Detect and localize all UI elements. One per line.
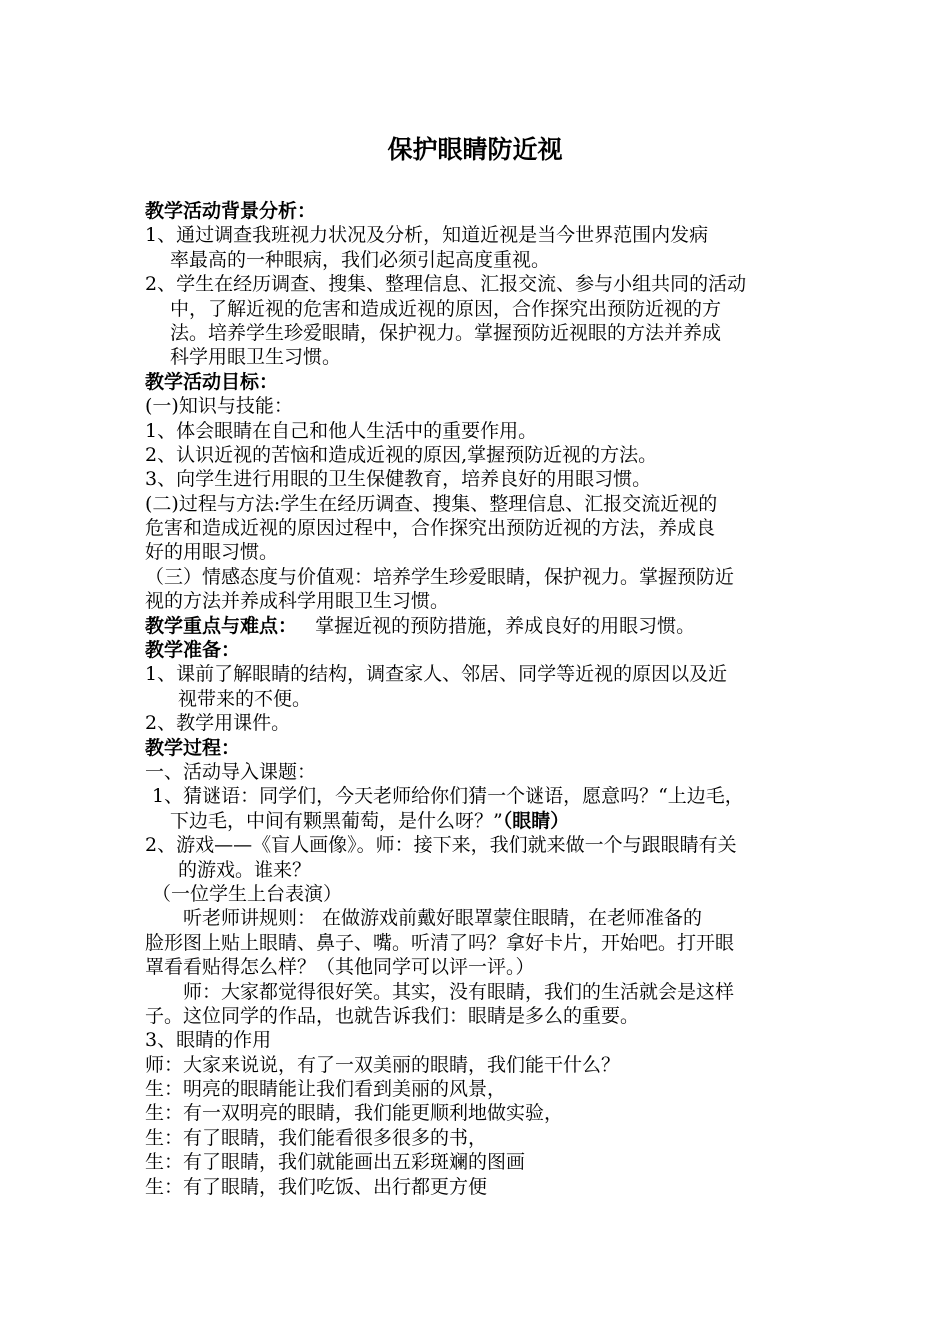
text-line xyxy=(145,223,815,247)
line-text: 生：明亮的眼睛能让我们看到美丽的风景， xyxy=(145,1078,507,1101)
line-text: 3、眼睛的作用 xyxy=(145,1029,272,1052)
line-text: 2、教学用课件。 xyxy=(145,712,291,735)
line-text: 掌握近视的预防措施，养成良好的用眼习惯。 xyxy=(297,614,696,637)
text-line xyxy=(145,784,815,808)
line-text: 科学用眼卫生习惯。 xyxy=(170,346,342,369)
line-text: 师：大家都觉得很好笑。其实，没有眼睛，我们的生活就会是这样 xyxy=(183,980,735,1003)
line-text: 生：有了眼睛，我们能看很多很多的书， xyxy=(145,1126,488,1149)
text-line xyxy=(145,443,815,467)
line-text: 一、活动导入课题： xyxy=(145,760,317,783)
line-text: 1、通过调查我班视力状况及分析，知道近视是当今世界范围内发病 xyxy=(145,224,709,247)
answer-highlight: （眼睛） xyxy=(502,809,570,832)
section-heading-line xyxy=(145,370,815,394)
section-heading: 教学过程： xyxy=(145,736,241,759)
text-line xyxy=(145,272,815,296)
line-text: 危害和造成近视的原因过程中，合作探究出预防近视的方法，养成良 xyxy=(145,517,716,540)
line-text: 1、猜谜语：同学们，今天老师给你们猜一个谜语，愿意吗？“上边毛， xyxy=(152,785,744,808)
text-line xyxy=(145,1004,815,1028)
text-line xyxy=(145,1077,815,1101)
section-heading-line xyxy=(145,199,815,223)
text-line xyxy=(145,882,815,906)
text-line xyxy=(145,345,815,369)
line-text: 2、游戏——《盲人画像》。师：接下来，我们就来做一个与跟眼睛有关 xyxy=(145,834,737,857)
line-text: (二)过程与方法:学生在经历调查、搜集、整理信息、汇报交流近视的 xyxy=(145,492,718,515)
line-text: 视的方法并养成科学用眼卫生习惯。 xyxy=(145,590,450,613)
text-line xyxy=(145,1101,815,1125)
line-text: 生：有了眼睛，我们吃饭、出行都更方便 xyxy=(145,1175,488,1198)
text-line xyxy=(145,809,815,833)
line-text: 3、向学生进行用眼的卫生保健教育，培养良好的用眼习惯。 xyxy=(145,468,652,491)
section-heading-line xyxy=(145,638,815,662)
line-text: 脸形图上贴上眼睛、鼻子、嘴。听清了吗？拿好卡片，开始吧。打开眼 xyxy=(145,931,735,954)
section-heading: 教学准备： xyxy=(145,639,241,662)
text-line xyxy=(145,248,815,272)
text-line xyxy=(145,687,815,711)
line-text: 听老师讲规则： 在做游戏前戴好眼罩蒙住眼睛，在老师准备的 xyxy=(183,907,703,930)
section-heading-line xyxy=(145,736,815,760)
line-text: 1、课前了解眼睛的结构，调查家人、邻居、同学等近视的原因以及近 xyxy=(145,663,728,686)
line-text: 好的用眼习惯。 xyxy=(145,541,279,564)
text-line xyxy=(145,760,815,784)
line-text: 下边毛，中间有颗黑葡萄，是什么呀？” xyxy=(170,809,503,832)
line-text: 2、学生在经历调查、搜集、整理信息、汇报交流、参与小组共同的活动 xyxy=(145,273,747,296)
text-line xyxy=(145,931,815,955)
section-heading: 教学活动背景分析： xyxy=(145,200,317,222)
line-text: 师：大家来说说，有了一双美丽的眼睛，我们能干什么？ xyxy=(145,1053,621,1076)
text-line xyxy=(145,833,815,857)
text-line xyxy=(145,1028,815,1052)
text-line xyxy=(145,980,815,1004)
text-line xyxy=(145,1175,815,1199)
text-line xyxy=(145,1053,815,1077)
text-line xyxy=(145,565,815,589)
line-text: （三）情感态度与价值观：培养学生珍爱眼睛，保护视力。掌握预防近 xyxy=(145,565,735,588)
line-text: 子。这位同学的作品，也就告诉我们：眼睛是多么的重要。 xyxy=(145,1004,640,1027)
text-line xyxy=(145,419,815,443)
line-text: 2、认识近视的苦恼和造成近视的原因,掌握预防近视的方法。 xyxy=(145,443,658,466)
text-line xyxy=(145,1150,815,1174)
line-text: 中，了解近视的危害和造成近视的原因，合作探究出预防近视的方 xyxy=(170,297,722,320)
text-line xyxy=(145,394,815,418)
line-text: 生：有了眼睛，我们就能画出五彩斑斓的图画 xyxy=(145,1151,526,1174)
document-title: 保护眼睛防近视 xyxy=(387,135,563,164)
text-line xyxy=(145,492,815,516)
section-heading: 教学重点与难点： xyxy=(145,614,298,637)
text-line xyxy=(145,297,815,321)
line-text: 的游戏。谁来？ xyxy=(178,858,312,881)
text-line xyxy=(145,858,815,882)
text-line xyxy=(145,662,815,686)
text-line xyxy=(145,516,815,540)
text-line xyxy=(145,321,815,345)
line-text: 法。培养学生珍爱眼睛，保护视力。掌握预防近视眼的方法并养成 xyxy=(170,321,722,344)
text-line xyxy=(145,906,815,930)
line-text: 率最高的一种眼病，我们必须引起高度重视。 xyxy=(170,248,551,271)
text-line xyxy=(145,540,815,564)
line-text: (一)知识与技能： xyxy=(145,395,293,418)
line-text: 罩看看贴得怎么样？（其他同学可以评一评。） xyxy=(145,956,535,979)
section-heading: 教学活动目标： xyxy=(145,370,279,393)
line-text: 视带来的不便。 xyxy=(178,687,312,710)
line-text: （一位学生上台表演） xyxy=(152,882,343,905)
section-heading-line xyxy=(145,614,815,638)
text-line xyxy=(145,467,815,491)
text-line xyxy=(145,1126,815,1150)
line-text: 1、体会眼睛在自己和他人生活中的重要作用。 xyxy=(145,419,538,442)
line-text: 生：有一双明亮的眼睛，我们能更顺利地做实验， xyxy=(145,1102,564,1125)
document-body xyxy=(145,199,815,1199)
text-line xyxy=(145,955,815,979)
text-line xyxy=(145,711,815,735)
text-line xyxy=(145,589,815,613)
